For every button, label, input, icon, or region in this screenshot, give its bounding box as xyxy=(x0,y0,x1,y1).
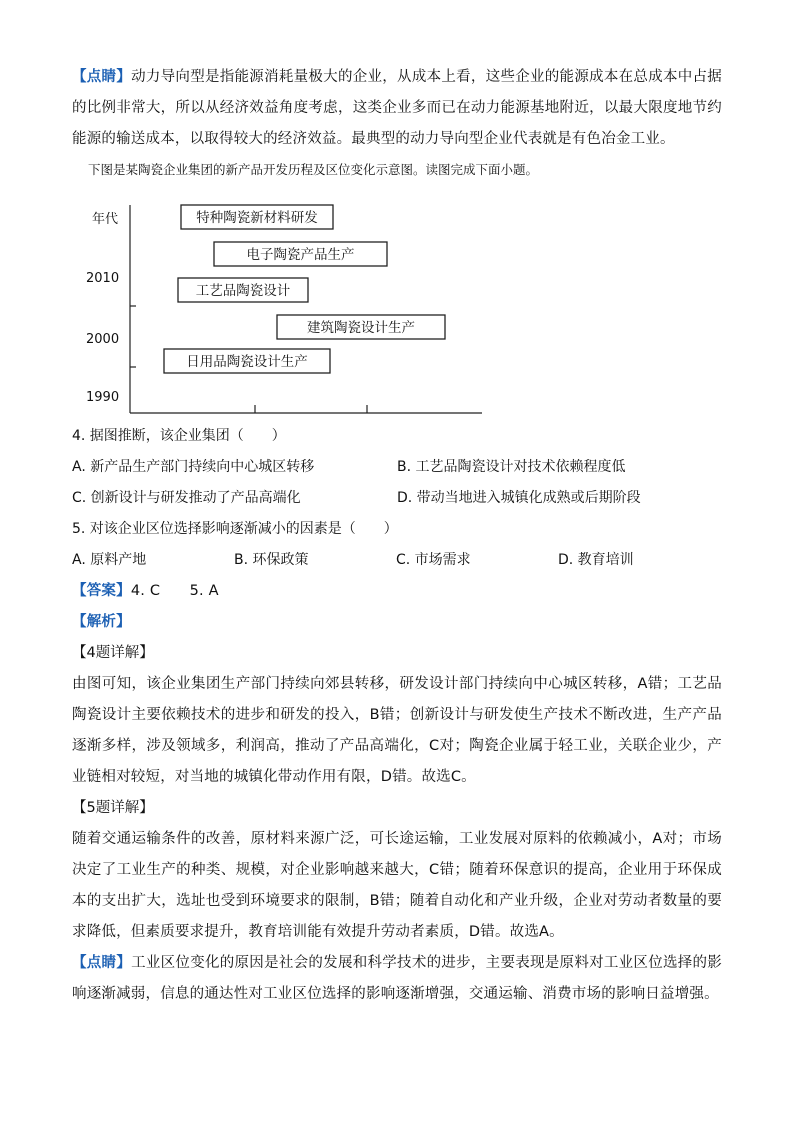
analysis-line xyxy=(72,607,722,638)
tip-text: 工业区位变化的原因是社会的发展和科学技术的进步，主要表现是原料对工业区位选择的影响逐渐减弱，信息的通达性对工业区位选择的影响逐渐增强，交通运输、消费市场的影响日益增强。 xyxy=(72,955,722,1002)
tip-paragraph xyxy=(72,62,722,155)
tip-tag: 【点睛】 xyxy=(72,955,132,971)
timeline-bar-label: 建筑陶瓷设计生产 xyxy=(307,320,415,336)
question-4-options-row2 xyxy=(72,483,722,514)
question-4-stem: 4. 据图推断，该企业集团（ ） xyxy=(72,428,286,444)
option-a[interactable]: A. 新产品生产部门持续向中心城区转移 xyxy=(72,459,315,475)
answer-text: 4. C 5. A xyxy=(130,583,219,599)
option-d[interactable]: D. 带动当地进入城镇化成熟或后期阶段 xyxy=(397,490,641,506)
timeline-bar-label: 特种陶瓷新材料研发 xyxy=(196,210,318,226)
timeline-chart xyxy=(72,181,722,421)
tip-text: 动力导向型是指能源消耗量极大的企业，从成本上看，这些企业的能源成本在总成本中占据的比例非常大，所以从经济效益角度考虑，这类企业多而已在动力能源基地附近，以最大限度地节约能源的输送成本，以取得较大的经济效益。最典型的动力导向型企业代表就是有色冶金工业。 xyxy=(72,69,722,147)
option-c[interactable]: C. 市场需求 xyxy=(396,552,471,568)
timeline-bar-label: 电子陶瓷产品生产 xyxy=(246,247,355,263)
y-tick-label: 1990 xyxy=(86,390,120,405)
answer-line xyxy=(72,576,722,607)
option-b[interactable]: B. 工艺品陶瓷设计对技术依赖程度低 xyxy=(397,459,626,475)
y-axis-label: 年代 xyxy=(92,212,119,227)
y-tick-label: 2000 xyxy=(86,332,120,347)
timeline-svg xyxy=(72,181,722,421)
y-tick-label: 2010 xyxy=(86,271,120,286)
tip-paragraph-2 xyxy=(72,948,722,1010)
timeline-bar-label: 工艺品陶瓷设计 xyxy=(195,283,291,299)
q5-detail-text: 随着交通运输条件的改善，原材料来源广泛，可长途运输，工业发展对原料的依赖减小，A对；市场决定了工业生产的种类、规模，对企业影响越来越大，C错；随着环保意识的提高，企业用于环保成本的支出扩大，选址也受到环境要求的限制，B错；随着自动化和产业升级，企业对劳动者数量的要求降低，但素质要求提升，教育培训能有效提升劳动者素质，D错。故选A。 xyxy=(72,831,722,940)
chart-intro: 下图是某陶瓷企业集团的新产品开发历程及区位变化示意图。读图完成下面小题。 xyxy=(88,162,539,177)
option-a[interactable]: A. 原料产地 xyxy=(72,552,147,568)
question-5-stem: 5. 对该企业区位选择影响逐渐减小的因素是（ ） xyxy=(72,521,398,537)
document-page xyxy=(72,62,722,1010)
option-d[interactable]: D. 教育培训 xyxy=(558,552,634,568)
question-4-options-row1 xyxy=(72,452,722,483)
analysis-tag: 【解析】 xyxy=(72,614,131,630)
q5-detail-heading: 【5题详解】 xyxy=(72,800,154,816)
q4-detail-text: 由图可知，该企业集团生产部门持续向郊县转移，研发设计部门持续向中心城区转移，A错；工艺品陶瓷设计主要依赖技术的进步和研发的投入，B错；创新设计与研发使生产技术不断改进，生产产品逐渐多样，涉及领域多，利润高，推动了产品高端化，C对；陶瓷企业属于轻工业，关联企业少，产业链相对较短，对当地的城镇化带动作用有限，D错。故选C。 xyxy=(72,676,722,785)
option-c[interactable]: C. 创新设计与研发推动了产品高端化 xyxy=(72,490,301,506)
q4-detail-heading: 【4题详解】 xyxy=(72,645,154,661)
tip-tag: 【点睛】 xyxy=(72,69,132,85)
question-5-options xyxy=(72,545,722,576)
answer-tag: 【答案】 xyxy=(72,583,131,599)
option-b[interactable]: B. 环保政策 xyxy=(234,552,309,568)
timeline-bar-label: 日用品陶瓷设计生产 xyxy=(186,354,308,370)
